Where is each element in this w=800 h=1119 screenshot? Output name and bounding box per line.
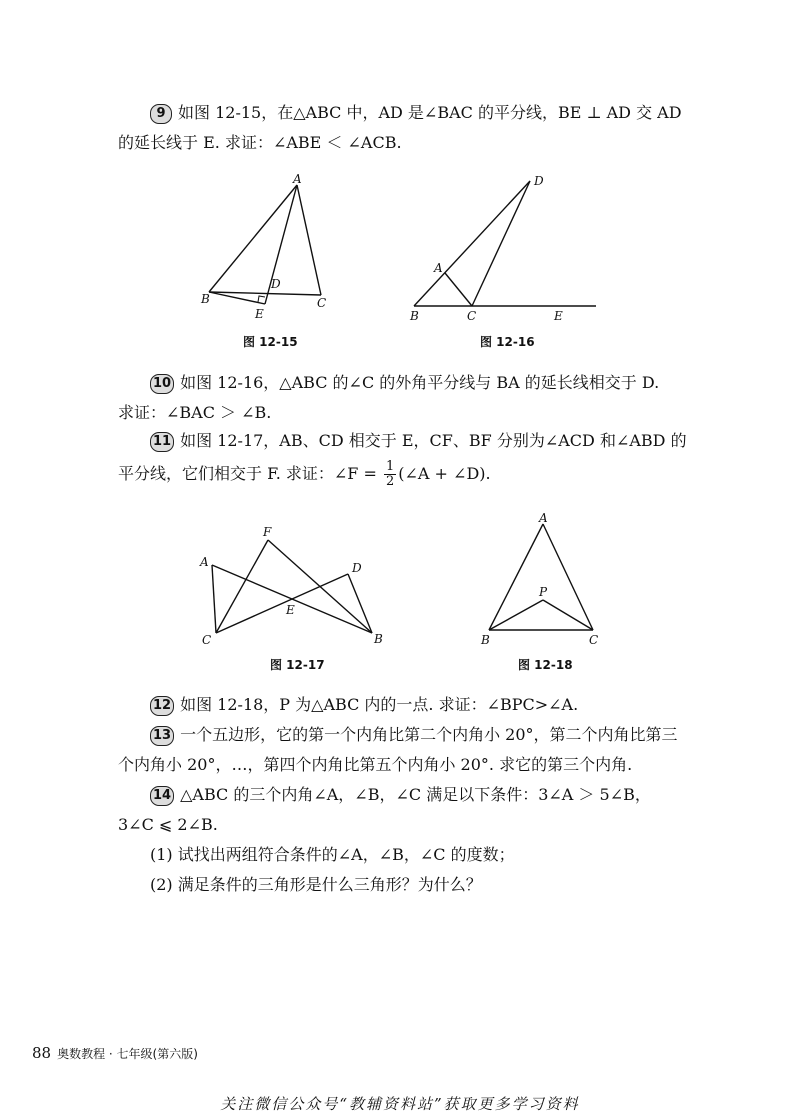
segment-cf (216, 540, 268, 633)
fraction-numerator: 1 (385, 459, 395, 474)
problem-14-line-1: △ABC 的三个内角∠A，∠B，∠C 满足以下条件：3∠A ＞ 5∠B， (180, 785, 651, 804)
fraction-denominator: 2 (385, 474, 395, 489)
problem-number-14: 14 (150, 786, 174, 806)
problem-14-sub-2: (2) 满足条件的三角形是什么三角形？为什么？ (150, 875, 482, 894)
figure-12-18 (475, 508, 615, 653)
problem-13 (118, 720, 690, 750)
label-d: D (271, 277, 281, 291)
problem-9-line-1: 如图 12-15，在△ABC 中，AD 是∠BAC 的平分线，BE ⊥ AD 交 AD (178, 103, 682, 122)
problem-11-line-2: 平分线，它们相交于 F. 求证：∠F = (118, 464, 377, 483)
label-c: C (589, 633, 599, 647)
problem-11 (118, 426, 690, 492)
label-d: D (534, 174, 544, 188)
label-e: E (255, 307, 264, 320)
label-c: C (467, 309, 477, 323)
label-a: A (293, 172, 302, 186)
fraction-one-half (384, 460, 396, 489)
label-e: E (286, 603, 295, 617)
figure-12-16 (400, 170, 610, 325)
figure-12-15 (195, 170, 345, 320)
label-a: A (539, 511, 548, 525)
problem-11-line-2-end: (∠A + ∠D). (398, 464, 491, 483)
label-b: B (481, 633, 490, 647)
problem-9-line-2: 的延长线于 E. 求证：∠ABE ＜ ∠ACB. (118, 133, 402, 152)
problem-9 (118, 98, 690, 158)
label-p: P (539, 585, 548, 599)
problem-11-line-1: 如图 12-17，AB、CD 相交于 E，CF、BF 分别为∠ACD 和∠ABD 的 (180, 431, 687, 450)
figure-12-17 (190, 520, 400, 655)
page-footer (32, 1044, 198, 1062)
segment-cd (216, 574, 348, 633)
caption-12-15: 图 12-15 (243, 335, 298, 349)
label-a: A (434, 261, 443, 275)
segment-ac (445, 273, 472, 306)
problem-number-13: 13 (150, 726, 174, 746)
segment-bc (209, 292, 321, 295)
segment-fb (268, 540, 372, 633)
page-number: 88 (32, 1044, 52, 1062)
segment-ab (209, 185, 297, 292)
problem-10-line-1: 如图 12-16，△ABC 的∠C 的外角平分线与 BA 的延长线相交于 D. (180, 373, 660, 392)
segment-cd (472, 181, 530, 306)
problem-14-sub-1: (1) 试找出两组符合条件的∠A，∠B，∠C 的度数； (150, 845, 515, 864)
caption-12-18: 图 12-18 (518, 658, 573, 672)
problem-12-line-1: 如图 12-18，P 为△ABC 内的一点. 求证：∠BPC>∠A. (180, 695, 579, 714)
problems-12-14 (118, 690, 690, 900)
book-title: 奥数教程 · 七年级(第六版) (57, 1047, 198, 1061)
caption-12-17: 图 12-17 (270, 658, 325, 672)
label-b: B (201, 292, 210, 306)
label-e: E (554, 309, 563, 323)
problem-12 (118, 690, 690, 720)
label-a: A (200, 555, 209, 569)
label-b: B (410, 309, 419, 323)
label-f: F (263, 525, 272, 539)
label-d: D (352, 561, 362, 575)
problem-number-12: 12 (150, 696, 174, 716)
label-c: C (202, 633, 212, 647)
segment-ac (297, 185, 321, 295)
segment-ac (543, 524, 593, 630)
problem-number-10: 10 (150, 374, 174, 394)
problem-10-line-2: 求证：∠BAC ＞ ∠B. (118, 403, 272, 422)
segment-bd (414, 181, 530, 306)
problem-14 (118, 780, 690, 810)
label-b: B (374, 632, 383, 646)
problem-14-line-2: 3∠C ⩽ 2∠B. (118, 815, 218, 834)
segment-ac (212, 565, 216, 633)
segment-ab (489, 524, 543, 630)
caption-12-16: 图 12-16 (480, 335, 535, 349)
problem-13-line-1: 一个五边形，它的第一个内角比第二个内角小 20°，第二个内角比第三 (180, 725, 678, 744)
problem-13-line-2: 个内角小 20°，…，第四个内角比第五个内角小 20°. 求它的第三个内角. (118, 755, 633, 774)
watermark-text: 关注微信公众号“教辅资料站”获取更多学习资料 (220, 1095, 580, 1113)
problem-number-9: 9 (150, 104, 172, 124)
label-c: C (317, 296, 327, 310)
right-angle-mark (258, 296, 265, 302)
problem-number-11: 11 (150, 432, 174, 452)
problem-10 (118, 368, 690, 428)
segment-ae (265, 185, 297, 304)
